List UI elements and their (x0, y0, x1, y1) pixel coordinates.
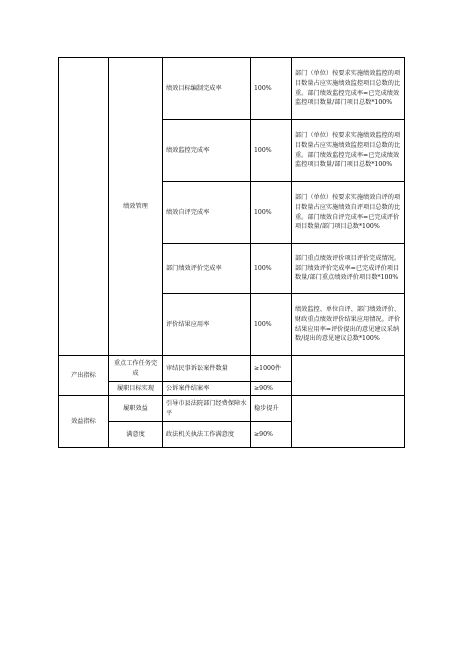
indicator-target: 100% (251, 244, 292, 294)
indicator-target: 100% (251, 182, 292, 244)
indicator-description: 部门重点绩效评价项目评价完成情况。部门绩效评价完成率=已完成评价项目数量/部门重点绩效评价项目数*100% (292, 244, 405, 294)
indicator-target: ≥1000件 (251, 356, 292, 382)
table-row (59, 58, 405, 120)
level1-indicator-output: 产出指标 (59, 356, 109, 396)
table-row (59, 396, 405, 422)
indicator-description: 部门（单位）按要求实施绩效监控的项目数量占应实施绩效监控项目总数的比重。部门绩效监控完成率=已完成绩效监控项目数量/部门项目总数*100% (292, 120, 405, 182)
indicator-description: 部门（单位）按要求实施绩效监控的项目数量占应实施绩效监控项目总数的比重。部门绩效监控完成率=已完成绩效监控项目数量/部门项目总数*100% (292, 58, 405, 120)
level3-indicator: 部门绩效评价完成率 (163, 244, 251, 294)
table-cell-empty (59, 58, 109, 356)
level3-indicator: 引导市县法院部门经费保障水平 (163, 396, 251, 422)
indicator-description: 绩效监控、单位自评、部门绩效评价、财政重点绩效评价结果应用情况。评价结果应用率=评价提出的意见建议采纳数/提出的意见建议总数*100% (292, 294, 405, 356)
level3-indicator: 绩效监控完成率 (163, 120, 251, 182)
indicator-description (292, 396, 405, 448)
level3-indicator: 政法机关执法工作满意度 (163, 422, 251, 448)
level2-indicator-key-task: 重点工作任务完成 (109, 356, 163, 382)
indicator-target: ≥90% (251, 422, 292, 448)
level3-indicator: 绩效目标编制完成率 (163, 58, 251, 120)
level2-indicator-duty-effect: 履职效益 (109, 396, 163, 422)
performance-indicator-table (58, 57, 405, 448)
level3-indicator: 绩效自评完成率 (163, 182, 251, 244)
level2-indicator-satisfaction: 满意度 (109, 422, 163, 448)
indicator-target: 100% (251, 120, 292, 182)
indicator-target: ≥90% (251, 382, 292, 396)
table-row (59, 356, 405, 382)
indicator-target: 100% (251, 58, 292, 120)
indicator-target: 100% (251, 294, 292, 356)
level3-indicator: 审结民事诉讼案件数量 (163, 356, 251, 382)
level1-indicator-effect: 效益指标 (59, 396, 109, 448)
indicator-description (292, 356, 405, 396)
indicator-description: 部门（单位）按要求实施绩效自评的项目数量占应实施绩效自评项目总数的比重。部门绩效自评完成率=已完成评价项目数量/部门项目总数*100% (292, 182, 405, 244)
level2-indicator-duty: 履职目标实现 (109, 382, 163, 396)
level3-indicator: 评价结果应用率 (163, 294, 251, 356)
indicator-target: 稳步提升 (251, 396, 292, 422)
level2-indicator-perf-mgmt: 绩效管理 (109, 58, 163, 356)
level3-indicator: 公诉案件结案率 (163, 382, 251, 396)
